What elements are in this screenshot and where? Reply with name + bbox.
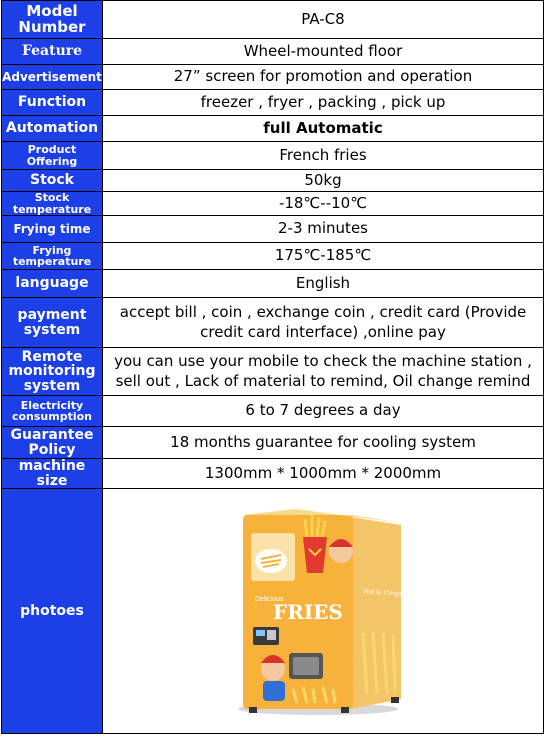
label-automation: Automation (2, 116, 103, 142)
label-feature: Feature (2, 39, 103, 65)
row-guarantee (2, 427, 544, 459)
row-frying-time (2, 216, 544, 243)
label-remote-monitoring-system: Remote monitoring system (2, 348, 103, 396)
label-function: Function (2, 90, 103, 116)
value-payment-system: accept bill , coin , exchange coin , credit card (Provide credit card interface) ,online pay (103, 298, 544, 348)
label-language: language (2, 270, 103, 298)
label-model-number: Model Number (2, 1, 103, 39)
value-automation: full Automatic (103, 116, 544, 142)
label-machine-size: machine size (2, 459, 103, 489)
row-advertisement (2, 65, 544, 90)
label-advertisement: Advertisement (2, 65, 103, 90)
row-machine-size (2, 459, 544, 489)
row-electricity (2, 396, 544, 427)
row-automation (2, 116, 544, 142)
row-payment-system (2, 298, 544, 348)
spec-table (1, 0, 544, 734)
value-language: English (103, 270, 544, 298)
label-frying-time: Frying time (2, 216, 103, 243)
row-model (2, 1, 544, 39)
row-frying-temperature (2, 243, 544, 270)
label-stock-temperature: Stock temperature (2, 192, 103, 216)
row-stock-temperature (2, 192, 544, 216)
value-guarantee-policy: 18 months guarantee for cooling system (103, 427, 544, 459)
label-stock: Stock (2, 170, 103, 192)
value-stock-temperature: -18℃--10℃ (103, 192, 544, 216)
photo-cell (103, 489, 544, 734)
row-remote-monitoring (2, 348, 544, 396)
label-photoes: photoes (2, 489, 103, 734)
value-stock: 50kg (103, 170, 544, 192)
brand-big-text: FRIES (273, 600, 343, 624)
value-frying-time: 2-3 minutes (103, 216, 544, 243)
mascot-body-icon (263, 681, 285, 701)
row-function (2, 90, 544, 116)
row-language (2, 270, 544, 298)
label-payment-system: payment system (2, 298, 103, 348)
row-stock (2, 170, 544, 192)
wheel-icon (249, 707, 257, 713)
row-photoes (2, 489, 544, 734)
value-model-number: PA-C8 (103, 1, 544, 39)
value-advertisement: 27” screen for promotion and operation (103, 65, 544, 90)
label-guarantee-policy: Guarantee Policy (2, 427, 103, 459)
label-electricity-consumption: Electricity consumption (2, 396, 103, 427)
row-feature (2, 39, 544, 65)
brand-small-text: Delicious (255, 596, 284, 603)
row-product-offering (2, 142, 544, 170)
value-product-offering: French fries (103, 142, 544, 170)
pickup-window-glass (293, 657, 319, 675)
value-frying-temperature: 175℃-185℃ (103, 243, 544, 270)
value-electricity-consumption: 6 to 7 degrees a day (103, 396, 544, 427)
side-panel-text: Hot & Crispy French Fries (362, 588, 445, 601)
label-product-offering: Product Offering (2, 142, 103, 170)
label-frying-temperature: Frying temperature (2, 243, 103, 270)
bill-acceptor-icon (267, 630, 276, 640)
vending-machine-image (223, 503, 445, 719)
wheel-icon (391, 697, 399, 703)
card-reader-icon (256, 630, 265, 636)
value-function: freezer , fryer , packing , pick up (103, 90, 544, 116)
value-machine-size: 1300mm * 1000mm * 2000mm (103, 459, 544, 489)
value-feature: Wheel-mounted floor (103, 39, 544, 65)
wheel-icon (341, 707, 349, 713)
value-remote-monitoring-system: you can use your mobile to check the machine station , sell out , Lack of material to remind, Oil change remind (103, 348, 544, 396)
